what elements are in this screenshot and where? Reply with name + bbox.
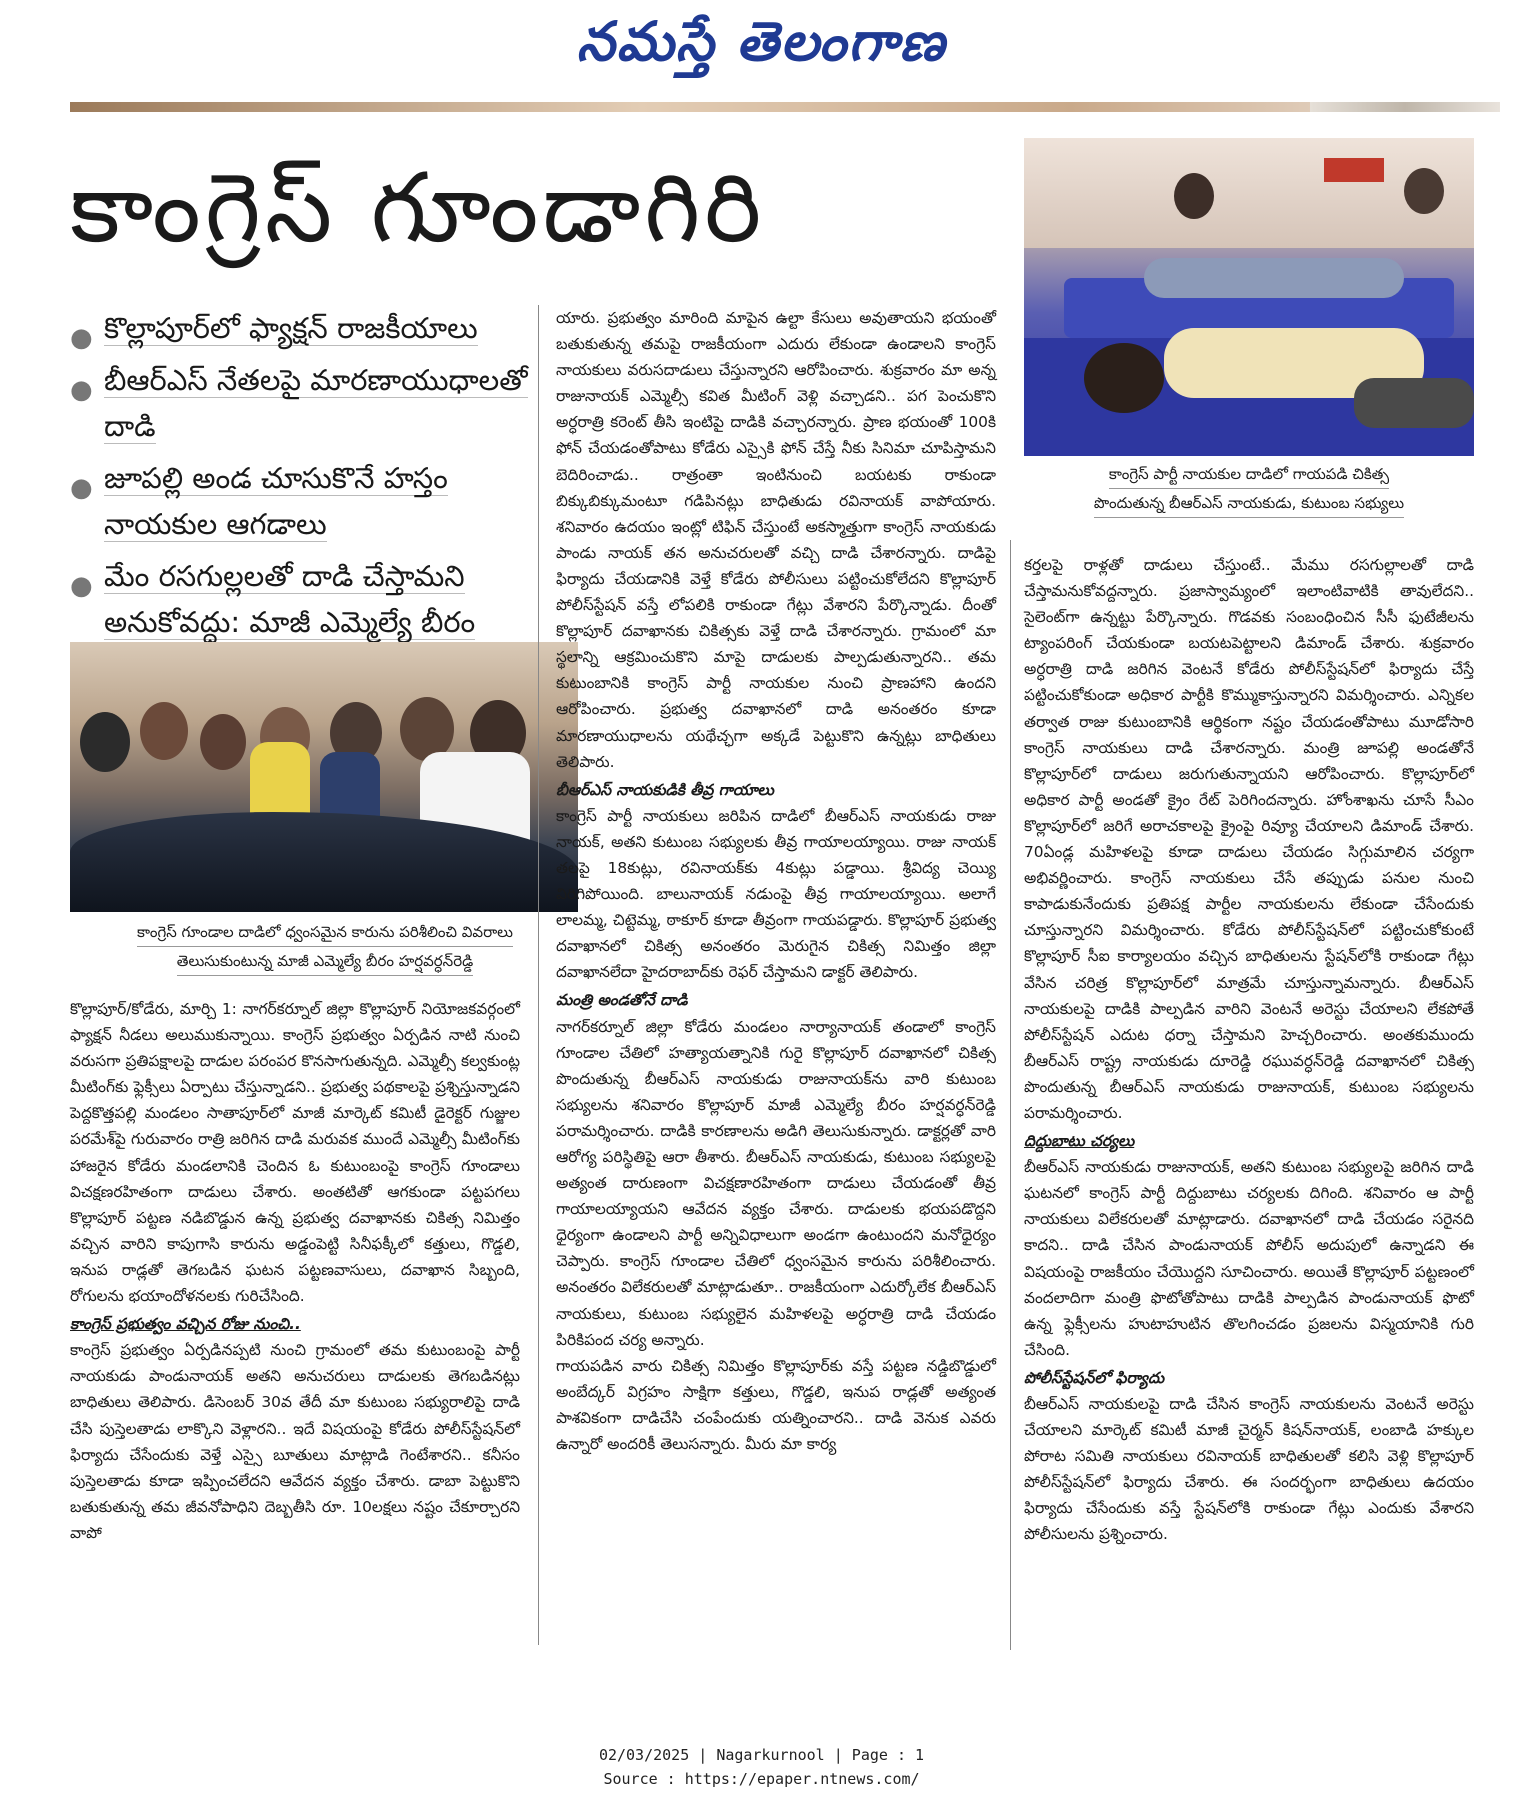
bullet-icon: ● — [70, 571, 93, 601]
article-column-2 — [556, 305, 996, 1457]
article-column-3 — [1024, 552, 1474, 1548]
photo-left-caption — [70, 918, 580, 976]
paragraph: గాయపడిన వారు చికిత్స నిమిత్తం కొల్లాపూర్‌కు వస్తే పట్టణ నడ్డిబొడ్డులో అంబేద్కర్ విగ్రహం సాక్షిగా కత్తులు, గొడ్డలి, ఇనుప రాడ్లతో అత్యంత పాశవికంగా దాడిచేసి చంపేందుకు యత్నించారని.. దాడి వెనుక ఎవరు ఉన్నారో అందరికీ తెలుసన్నారు. మీరు మా కార్య — [556, 1356, 996, 1454]
masthead-title: నమస్తే తెలంగాణ — [576, 10, 947, 73]
caption-line: కాంగ్రెస్ గూండాల దాడిలో ధ్వంసమైన కారును పరిశీలించి వివరాలు — [137, 918, 513, 947]
highlight-item: ● జూపల్లి అండ చూసుకొనే హస్తం నాయకుల ఆగడాలు — [70, 461, 448, 541]
bullet-icon: ● — [70, 323, 93, 353]
paragraph: యారు. ప్రభుత్వం మారింది మాపైన ఉల్టా కేసులు అవుతాయని భయంతో బతుకుతున్న తమపై రాజకీయంగా ఎదురు లేకుండా ఉండాలని కాంగ్రెస్ నాయకులు వరుసదాడులు చేస్తున్నారని ఆరోపించారు. శుక్రవారం మా అన్న రాజునాయక్ ఎమ్మెల్సీ కవిత మీటింగ్ వెళ్లి వచ్చాడని.. పగ పెంచుకొని అర్ధరాత్రి కరెంట్ తీసి ఇంటిపై దాడికి వచ్చారన్నారు. ప్రాణ భయంతో 100కి ఫోన్ చేయడంతోపాటు కోడేరు ఎస్సైకి ఫోన్ చేస్తే నీకు సినిమా చూపిస్తామని బెదిరించాడు.. రాత్రంతా ఇంటినుంచి బయటకు రాకుండా బిక్కుబిక్కుమంటూ గడిపినట్లు బాధితుడు రవినాయక్ వాపోయారు. శనివారం ఉదయం ఇంట్లో టిఫిన్ చేస్తుంటే అకస్మాత్తుగా కాంగ్రెస్ నాయకుడు పాండు నాయక్ తన అనుచరులతో వచ్చి దాడి చేశారన్నారు. దాడిపై ఫిర్యాదు చేయడానికి వెళ్తే కోడేరు పోలీసులు పట్టించుకోలేదని కొల్లాపూర్ పోలీస్‌స్టేషన్ వస్తే లోపలికి రాకుండా గేట్లు వేశారని పేర్కొన్నాడు. దీంతో కొల్లాపూర్ దవాఖానకు చికిత్సకు వెళ్తే దాడి చేశారన్నారు. గ్రామంలో మా స్థలాన్ని ఆక్రమించుకొని మాపై దాడులకు పాల్పడుతున్నారని.. తమ కుటుంబానికి కాంగ్రెస్ పార్టీ నాయకుల నుంచి ప్రాణహాని ఉందని ఆరోపించారు. ప్రభుత్వ దవాఖానలో దాడి అనంతరం కూడా మారణాయుధాలను యథేచ్ఛగా అక్కడే పెట్టుకొని ఉన్నట్లు బాధితులు తెలిపారు. — [556, 309, 996, 771]
highlight-item: ● బీఆర్‌ఎస్ నేతలపై మారణాయుధాలతో దాడి — [70, 363, 528, 443]
subheading: దిద్దుబాటు చర్యలు — [1024, 1132, 1135, 1151]
photo-hospital-patients — [1024, 138, 1474, 456]
paragraph: కొల్లాపూర్/కోడేరు, మార్చి 1: నాగర్‌కర్నూల్ జిల్లా కొల్లాపూర్ నియోజకవర్గంలో ఫ్యాక్షన్ నీడలు అలుముకున్నాయి. కాంగ్రెస్ ప్రభుత్వం ఏర్పడిన నాటి నుంచి వరుసగా ప్రతిపక్షాలపై దాడుల పరంపర కొనసాగుతున్నది. ఎమ్మెల్సీ కల్వకుంట్ల మీటింగ్‌కు ఫ్లెక్సీలు ఏర్పాటు చేస్తున్నాడని.. ప్రభుత్వ పథకాలపై ప్రశ్నిస్తున్నాడని పెద్దకొత్తపల్లి మండలం సాతాపూర్‌లో మాజీ మార్కెట్ కమిటీ డైరెక్టర్ గుజ్జుల పరమేశ్‌పై గురువారం రాత్రి జరిగిన దాడి మరువక ముందే ఎమ్మెల్సీ మీటింగ్‌కు హాజరైన కోడేరు మండలానికి చెందిన ఓ కుటుంబంపై కాంగ్రెస్ గూండాలు విచక్షణరహితంగా దాడులు చేశారు. అంతటితో ఆగకుండా పట్టపగలు కొల్లాపూర్ పట్టణ నడిబొడ్డున ఉన్న ప్రభుత్వ దవాఖానకు చికిత్స నిమిత్తం వచ్చిన వారిని కాపుగాసి కారును అడ్డంపెట్టి సినీఫక్కీలో కత్తులు, గొడ్డలి, ఇనుప రాడ్లతో తెగబడిన ఘటన పట్టణవాసులు, దవాఖాన సిబ్బంది, రోగులను భయాందోళనలకు గురిచేసింది. — [70, 1000, 520, 1306]
subheading: కాంగ్రెస్ ప్రభుత్వం వచ్చిన రోజు నుంచి.. — [70, 1315, 301, 1334]
paragraph: కాంగ్రెస్ ప్రభుత్వం ఏర్పడినప్పటి నుంచి గ్రామంలో తమ కుటుంబంపై పార్టీ నాయకుడు పాండునాయక్ అతని అనుచరులు దాడులకు తెగబడినట్లు బాధితులు తెలిపారు. డిసెంబర్ 30వ తేదీ మా కుటుంబ సభ్యురాలిపై దాడి చేసి పుస్తెలతాడు లాక్కొని వెళ్లారని.. ఇదే విషయంపై కోడేరు పోలీస్‌స్టేషన్‌లో ఫిర్యాదు చేసేందుకు వెళ్తే ఎస్సై బూతులు మాట్లాడి గెంటేశారని.. కనీసం పుస్తెలతాడు కూడా ఇప్పించలేదని ఆవేదన వ్యక్తం చేశారు. డాబా పెట్టుకొని బతుకుతున్న తమ జీవనోపాధిని దెబ్బతీసి రూ. 10లక్షలు నష్టం చేకూర్చారని వాపో — [70, 1341, 520, 1542]
paragraph: కర్తలపై రాళ్లతో దాడులు చేస్తుంటే.. మేము రసగుల్లాలతో దాడి చేస్తామనుకోవద్దన్నారు. ప్రజాస్వామ్యంలో ఇలాంటివాటికి తావులేదని.. సైలెంట్‌గా ఉన్నట్టు పేర్కొన్నారు. గొడవకు సంబంధించిన సీసీ ఫుటేజీలను ట్యాంపరింగ్ చేయకుండా బయటపెట్టాలని డిమాండ్ చేశారు. శుక్రవారం అర్ధరాత్రి దాడి జరిగిన వెంటనే కోడేరు పోలీస్‌స్టేషన్‌లో ఫిర్యాదు చేస్తే పట్టించుకోకుండా అధికార పార్టీకి కొమ్ముకాస్తున్నారని విమర్శించారు. ఎన్నికల తర్వాత రాజు కుటుంబానికి ఆర్థికంగా నష్టం చేయడంతోపాటు మూడోసారి కాంగ్రెస్ నాయకులు దాడి చేశారన్నారు. మంత్రి జూపల్లి అండతోనే కొల్లాపూర్‌లో దాడులు జరుగుతున్నాయని ఆరోపించారు. కొల్లాపూర్‌లో అధికార పార్టీ అండతో క్రైం రేట్ పెరిగిందన్నారు. హోంశాఖను చూసే సీఎం కొల్లాపూర్‌లో జరిగే అరాచకాలపై క్రైంపై రివ్యూ చేయాలని డిమాండ్ చేశారు. 70ఏండ్ల మహిళలపై కూడా దాడులు చేయడం సిగ్గుమాలిన చర్యగా అభివర్ణించారు. కాంగ్రెస్ నాయకులు చేసే తప్పుడు పనుల నుంచి కాపాడుకునేందుకు ప్రతిపక్ష పార్టీల నాయకులను లేకుండా చేసేందుకు చూస్తున్నారని విమర్శించారు. కోడేరు పోలీస్‌స్టేషన్‌లో పట్టించుకోకుంటే కొల్లాపూర్ సీఐ కార్యాలయం వచ్చిన బాధితులను స్టేషన్‌లోకి రాకుండా గేట్లు వేసిన చరిత్ర కొల్లాపూర్‌లో మాత్రమే చూస్తున్నామన్నారు. బీఆర్‌ఎస్ నాయకులపై దాడికి పాల్పడిన వారిని వెంటనే అరెస్టు చేయాలని లేకపోతే పోలీస్‌స్టేషన్ ఎదుట ధర్నా చేస్తామని హెచ్చరించారు. అంతకుముందు బీఆర్‌ఎస్ రాష్ట్ర నాయకుడు దూరెడ్డి రఘువర్ధన్‌రెడ్డి దవాఖానలో చికిత్స పొందుతున్న బీఆర్‌ఎస్ నాయకుడు రాజునాయక్, కుటుంబ సభ్యులను పరామర్శించారు. — [1024, 556, 1474, 1122]
caption-line: తెలుసుకుంటున్న మాజీ ఎమ్మెల్యే బీరం హర్షవర్ధన్‌రెడ్డి — [177, 947, 473, 976]
subheading: పోలీస్‌స్టేషన్‌లో ఫిర్యాదు — [1024, 1368, 1165, 1387]
masthead-rule — [70, 102, 1500, 112]
highlight-item: ● మేం రసగుల్లలతో దాడి చేస్తామని అనుకోవద్దు: మాజీ ఎమ్మెల్యే బీరం — [70, 559, 476, 639]
photo-right-caption — [1024, 460, 1474, 518]
bullet-icon: ● — [70, 375, 93, 405]
caption-line: కాంగ్రెస్ పార్టీ నాయకుల దాడిలో గాయపడి చికిత్స — [1109, 460, 1389, 489]
footer-source: Source : https://epaper.ntnews.com/ — [603, 1770, 920, 1788]
footer-date-page: 02/03/2025 | Nagarkurnool | Page : 1 — [598, 1746, 925, 1764]
paragraph: బీఆర్‌ఎస్ నాయకుడు రాజునాయక్, అతని కుటుంబ సభ్యులపై జరిగిన దాడి ఘటనలో కాంగ్రెస్ పార్టీ దిద్దుబాటు చర్యలకు దిగింది. శనివారం ఆ పార్టీ నాయకులు విలేకరులతో మాట్లాడారు. దవాఖానలో దాడి చేయడం సరైనది కాదని.. దాడి చేసిన పాండునాయక్ పోలీస్ అదుపులో ఉన్నాడని ఈ విషయంపై రాజకీయం చేయొద్దని సూచించారు. అయితే కొల్లాపూర్ పట్టణంలో వందలాదిగా మంత్రి ఫొటోతోపాటు దాడికి పాల్పడిన పాండునాయక్ ఫొటో ఉన్న ఫ్లెక్సీలను హుటాహుటిన తొలగించడం ప్రజలను విస్మయానికి గురి చేసింది. — [1024, 1158, 1474, 1359]
photo-damaged-car — [70, 642, 578, 912]
headline: కాంగ్రెస్ గూండాగిరి — [70, 152, 766, 264]
highlight-item: ● కొల్లాపూర్‌లో ఫ్యాక్షన్ రాజకీయాలు — [70, 305, 530, 351]
article-column-1 — [70, 996, 520, 1546]
column-divider — [538, 305, 539, 1645]
bullet-icon: ● — [70, 473, 93, 503]
paragraph: కాంగ్రెస్ పార్టీ నాయకులు జరిపిన దాడిలో బీఆర్‌ఎస్ నాయకుడు రాజు నాయక్, అతని కుటుంబ సభ్యులకు తీవ్ర గాయాలయ్యాయి. రాజు నాయక్ తలపై 18కుట్లు, రవినాయక్‌కు 4కుట్లు పడ్డాయి. శ్రీవిద్య చెయ్యి విరిగిపోయింది. బాలునాయక్ నడుంపై తీవ్ర గాయాలయ్యాయి. అలాగే లాలమ్మ, చిట్టెమ్మ, ఠాకూర్ కూడా తీవ్రంగా గాయపడ్డారు. కొల్లాపూర్ ప్రభుత్వ దవాఖానలో చికిత్స అనంతరం మెరుగైన చికిత్స నిమిత్తం జిల్లా దవాఖానలేదా హైదరాబాద్‌కు రెఫర్ చేస్తామని డాక్టర్ తెలిపారు. — [556, 806, 996, 982]
subheading: మంత్రి అండతోనే దాడి — [556, 991, 688, 1010]
column-divider — [1010, 540, 1011, 1650]
paragraph: బీఆర్‌ఎస్ నాయకులపై దాడి చేసిన కాంగ్రెస్ నాయకులను వెంటనే అరెస్టు చేయాలని మార్కెట్ కమిటీ మాజీ చైర్మన్ కిషన్‌నాయక్, లంబాడి హక్కుల పోరాట సమితి నాయకులు రవినాయక్ బాధితులతో కలిసి వెళ్లి కొల్లాపూర్ పోలీస్‌స్టేషన్‌లో ఫిర్యాదు చేశారు. ఈ సందర్భంగా బాధితులు ఉదయం ఫిర్యాదు చేసేందుకు వస్తే స్టేషన్‌లోకి రాకుండా గేట్లు ఎందుకు వేశారని పోలీసులను ప్రశ్నించారు. — [1024, 1395, 1474, 1544]
paragraph: నాగర్‌కర్నూల్ జిల్లా కోడేరు మండలం నార్యానాయక్ తండాలో కాంగ్రెస్ గూండాల చేతిలో హత్యాయత్నానికి గురై కొల్లాపూర్ దవాఖానలో చికిత్స పొందుతున్న బీఆర్‌ఎస్ నాయకుడు రాజునాయక్‌ను వారి కుటుంబ సభ్యులను శనివారం కొల్లాపూర్ మాజీ ఎమ్మెల్యే బీరం హర్షవర్ధన్‌రెడ్డి పరామర్శించారు. దాడికి కారణాలను అడిగి తెలుసుకున్నారు. డాక్టర్లతో వారి ఆరోగ్య పరిస్థితిపై ఆరా తీశారు. బీఆర్‌ఎస్ నాయకుడు, కుటుంబ సభ్యులపై అత్యంత దారుణంగా విచక్షణారహితంగా దాడులు చేయడంతో తీవ్ర గాయాలయ్యాయని ఆవేదన వ్యక్తం చేశారు. దాడులకు భయపడొద్దని ధైర్యంగా ఉండాలని పార్టీ అన్నివిధాలుగా అండగా ఉంటుందని మనోధైర్యం చెప్పారు. కాంగ్రెస్ గూండాల చేతిలో ధ్వంసమైన కారును పరిశీలించారు. అనంతరం విలేకరులతో మాట్లాడుతూ.. రాజకీయంగా ఎదుర్కోలేక బీఆర్‌ఎస్ నాయకులు, కుటుంబ సభ్యులైన మహిళలపై అర్ధరాత్రి దాడి చేయడం పిరికిపంద చర్య అన్నారు. — [556, 1017, 996, 1349]
subheading: బీఆర్‌ఎస్ నాయకుడికి తీవ్ర గాయాలు — [556, 780, 774, 799]
highlights-list — [70, 305, 530, 651]
caption-line: పొందుతున్న బీఆర్‌ఎస్ నాయకుడు, కుటుంబ సభ్యులు — [1094, 489, 1404, 518]
